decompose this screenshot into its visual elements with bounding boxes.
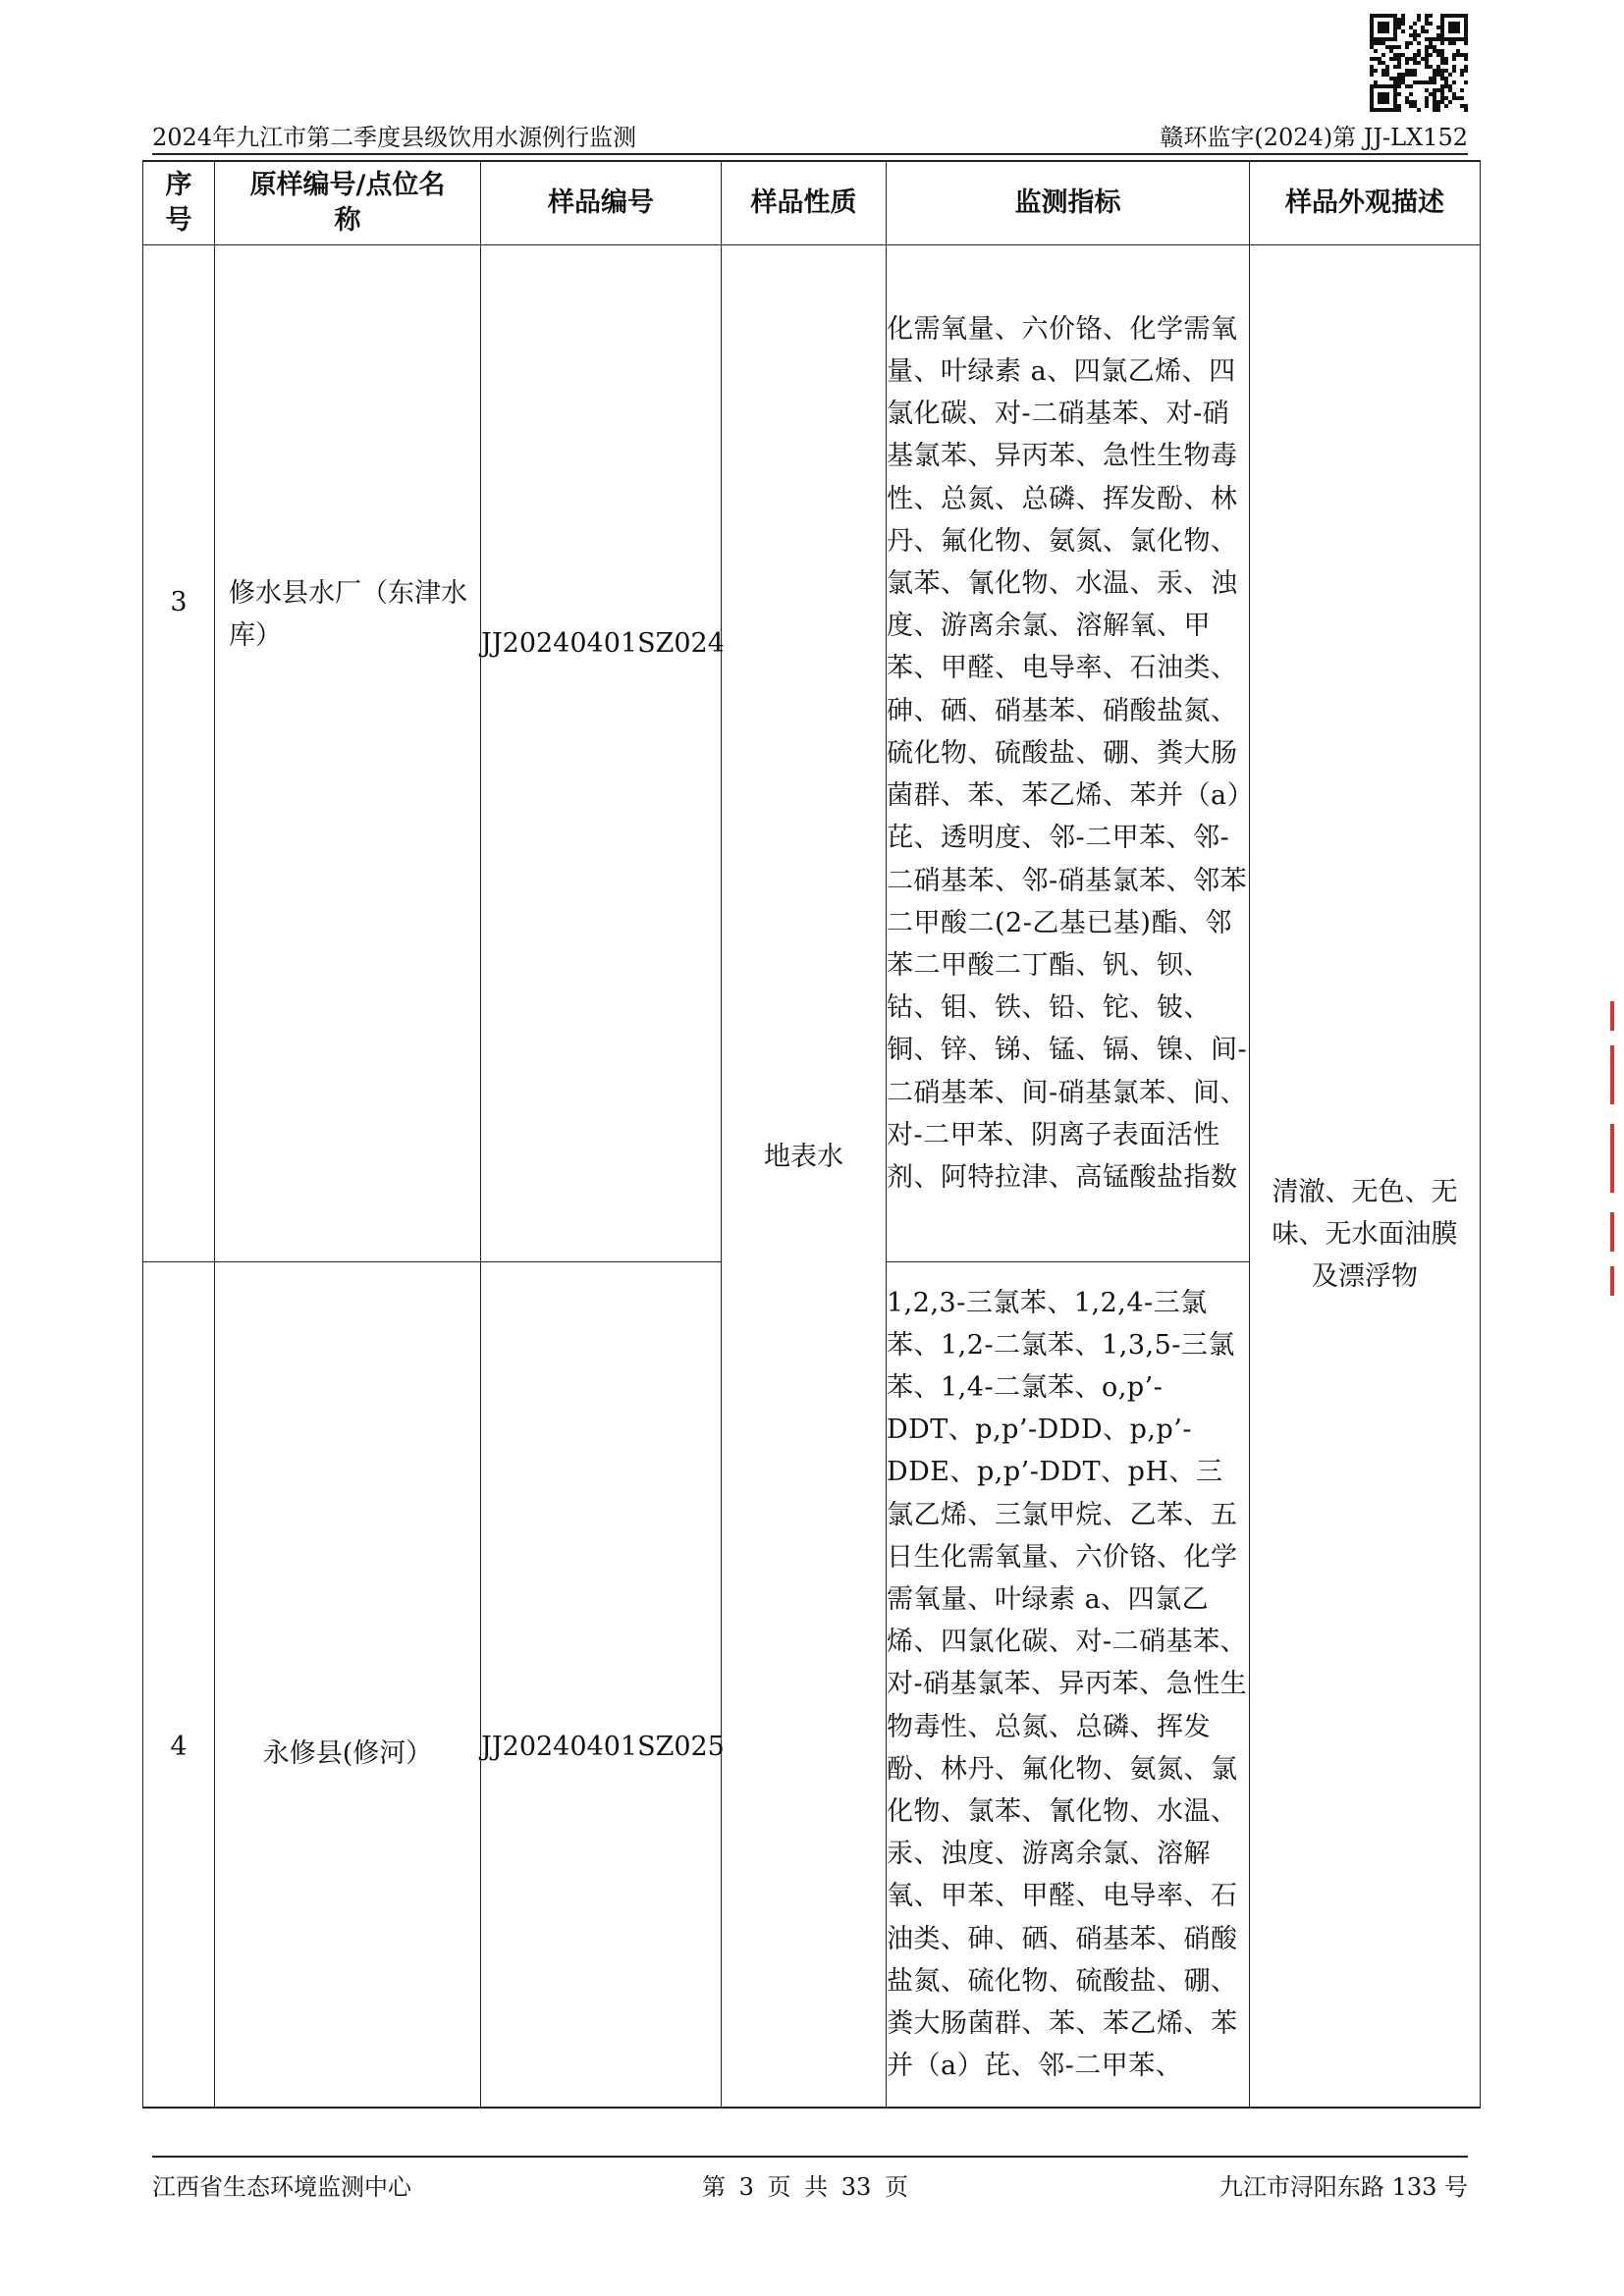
seal-stamp-edge — [1610, 1001, 1618, 1296]
page-header — [152, 116, 1468, 155]
address: 九江市浔阳东路 133 号 — [1218, 2173, 1468, 2201]
page-number: 第 3 页 共 33 页 — [702, 2173, 908, 2201]
row-seq: 4 — [143, 1262, 215, 2109]
page-footer — [152, 2156, 1468, 2201]
col-header-site: 原样编号/点位名称 — [215, 161, 481, 245]
sample-nature-text: 地表水 — [764, 1142, 843, 1172]
report-title: 2024年九江市第二季度县级饮用水源例行监测 — [152, 124, 637, 151]
table-header-row — [143, 161, 1481, 245]
indicators-text: 化需氧量、六价铬、化学需氧量、叶绿素 a、四氯乙烯、四氯化碳、对-二硝基苯、对-硝基氯苯、异丙苯、急性生物毒性、总氮、总磷、挥发酚、林丹、氟化物、氨氮、氯化物、氯苯、氰化物、水温、汞、浊度、游离余氯、溶解氧、甲苯、甲醛、电导率、石油类、砷、硒、硝基苯、硝酸盐氮、硫化物、硫酸盐、硼、粪大肠菌群、苯、苯乙烯、苯并（a）芘、透明度、邻-二甲苯、邻-二硝基苯、邻-硝基氯苯、邻苯二甲酸二(2-乙基已基)酯、邻苯二甲酸二丁酯、钒、钡、钴、钼、铁、铅、铊、铍、铜、锌、锑、锰、镉、镍、间-二硝基苯、间-硝基氯苯、间、对-二甲苯、阴离子表面活性剂、阿特拉津、高锰酸盐指数 — [887, 313, 1248, 1193]
qr-code — [1370, 14, 1468, 112]
col-header-appearance: 样品外观描述 — [1250, 161, 1481, 245]
row-indicators — [887, 1262, 1250, 2109]
col-header-indicators: 监测指标 — [887, 161, 1250, 245]
row-sample-id: JJ20240401SZ025 — [481, 1262, 722, 2109]
row-site — [215, 245, 481, 1262]
col-header-sample-id: 样品编号 — [481, 161, 722, 245]
organization: 江西省生态环境监测中心 — [152, 2173, 411, 2201]
report-number: 赣环监字(2024)第 JJ-LX152 — [1160, 124, 1468, 151]
sample-appearance — [1250, 245, 1481, 2109]
row-seq: 3 — [143, 245, 215, 1262]
row-indicators — [887, 245, 1250, 1262]
sample-appearance-text: 清澈、无色、无味、无水面油膜及漂浮物 — [1272, 1177, 1458, 1292]
sample-table — [142, 160, 1481, 2109]
row-sample-id: JJ20240401SZ024 — [481, 245, 722, 1262]
indicators-text: 1,2,3-三氯苯、1,2,4-三氯苯、1,2-二氯苯、1,3,5-三氯苯、1,4-二氯苯、o,p’-DDT、p,p’-DDD、p,p’-DDE、p,p’-DDT、pH、三氯乙烯、三氯甲烷、乙苯、五日生化需氧量、六价铬、化学需氧量、叶绿素 a、四氯乙烯、四氯化碳、对-二硝基苯、对-硝基氯苯、异丙苯、急性生物毒性、总氮、总磷、挥发酚、林丹、氟化物、氨氮、氯化物、氯苯、氰化物、水温、汞、浊度、游离余氯、溶解氧、甲苯、甲醛、电导率、石油类、砷、硒、硝基苯、硝酸盐氮、硫化物、硫酸盐、硼、粪大肠菌群、苯、苯乙烯、苯并（a）芘、邻-二甲苯、 — [887, 1287, 1248, 2082]
sample-nature — [722, 245, 887, 2109]
row-site: 永修县(修河） — [215, 1262, 481, 2109]
table-row — [143, 245, 1481, 1262]
col-header-seq: 序号 — [143, 161, 215, 245]
site-name: 修水县水厂（东津水库） — [229, 578, 467, 651]
col-header-nature: 样品性质 — [722, 161, 887, 245]
